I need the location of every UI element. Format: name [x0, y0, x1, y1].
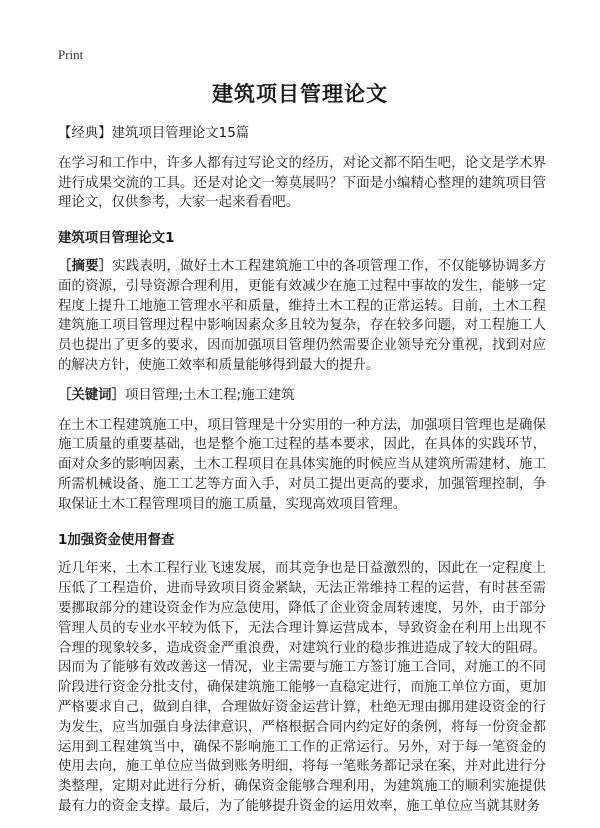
article-heading: 建筑项目管理论文1 — [58, 231, 175, 247]
keywords-label: ［关键词］ — [58, 387, 125, 403]
section-heading-1: 1加强资金使用督查 — [58, 532, 175, 548]
article-content — [58, 122, 546, 817]
section-1-paragraph: 近几年来，土木工程行业飞速发展，而其竞争也是日益激烈的，因此在一定程度上压低了工程造价，进而导致项目资金紧缺，无法正常维持工程的运营，有时甚至需要挪取部分的建设资金作为应急使用，降低了企业资金周转速度，另外，由于部分管理人员的专业水平较为低下，无法合理计算运营成本，导致资金在利用上出现不合理的现象较多，造成资金严重浪费，对建筑行业的稳步推进造成了较大的阻碍。因而为了能够有效改善这一情况，业主需要与施工方签订施工合同，对施工的不同阶段进行资金分批支付，确保建筑施工能够一直稳定进行，而施工单位方面，更加严格要求自己，做到自律，合理做好资金运营计算，杜绝无理由挪用建设资金的行为发生，应当加强自身法律意识，严格根据合同内约定好的条例，将每一份资金都运用到工程建筑当中，确保不影响施工工作的正常运行。另外，对于每一笔资金的使用去向，施工单位应当做到账务明细，将每一笔账务都记录在案，并对此进行分类整理，定期对此进行分析，确保资金能够合理利用，为建筑施工的顺利实施提供最有力的资金支撑。最后，为了能够提升资金的运用效率，施工单位应当就其财务 — [58, 561, 546, 814]
article-lead: 【经典】建筑项目管理论文15篇 — [58, 126, 250, 141]
abstract-label: ［摘要］ — [58, 258, 113, 274]
page-title: 建筑项目管理论文 — [212, 82, 388, 106]
intro-paragraph: 在学习和工作中，许多人都有过写论文的经历，对论文都不陌生吧，论文是学术界进行成果交流的工具。还是对论文一筹莫展吗？下面是小编精心整理的建筑项目管理论文，仅供参考，大家一起来看看吧。 — [58, 155, 546, 211]
abstract-text: 实践表明，做好土木工程建筑施工中的各项管理工作，不仅能够协调多方面的资源，引导资源合理利用，更能有效减少在施工过程中事故的发生，能够一定程度上提升工地施工管理水平和质量，维持土木工程的正常运转。目前，土木工程建筑施工项目管理过程中影响因素众多且较为复杂，存在较多问题，对工程施工人员也提出了更多的要求，因而加强项目管理仍然需要企业领导充分重视，找到对应的解决方针，使施工效率和质量能够得到最大的提升。 — [58, 258, 547, 373]
abstract-paragraph — [58, 257, 546, 376]
keywords-paragraph — [58, 386, 546, 406]
print-link[interactable]: Print — [58, 47, 84, 62]
body-paragraph-1: 在土木工程建筑施工中，项目管理是十分实用的一种方法，加强项目管理也是确保施工质量的重要基础，也是整个施工过程的基本要求，因此，在具体的实践环节，面对众多的影响因素，土木工程项目在具体实施的时候应当从建筑所需建材、施工所需机械设备、施工工艺等方面入手，对员工提出更高的要求，加强管理控制，争取保证土木工程管理项目的施工质量，实现高效项目管理。 — [58, 417, 546, 512]
keywords-text: 项目管理;土木工程;施工建筑 — [124, 387, 295, 403]
